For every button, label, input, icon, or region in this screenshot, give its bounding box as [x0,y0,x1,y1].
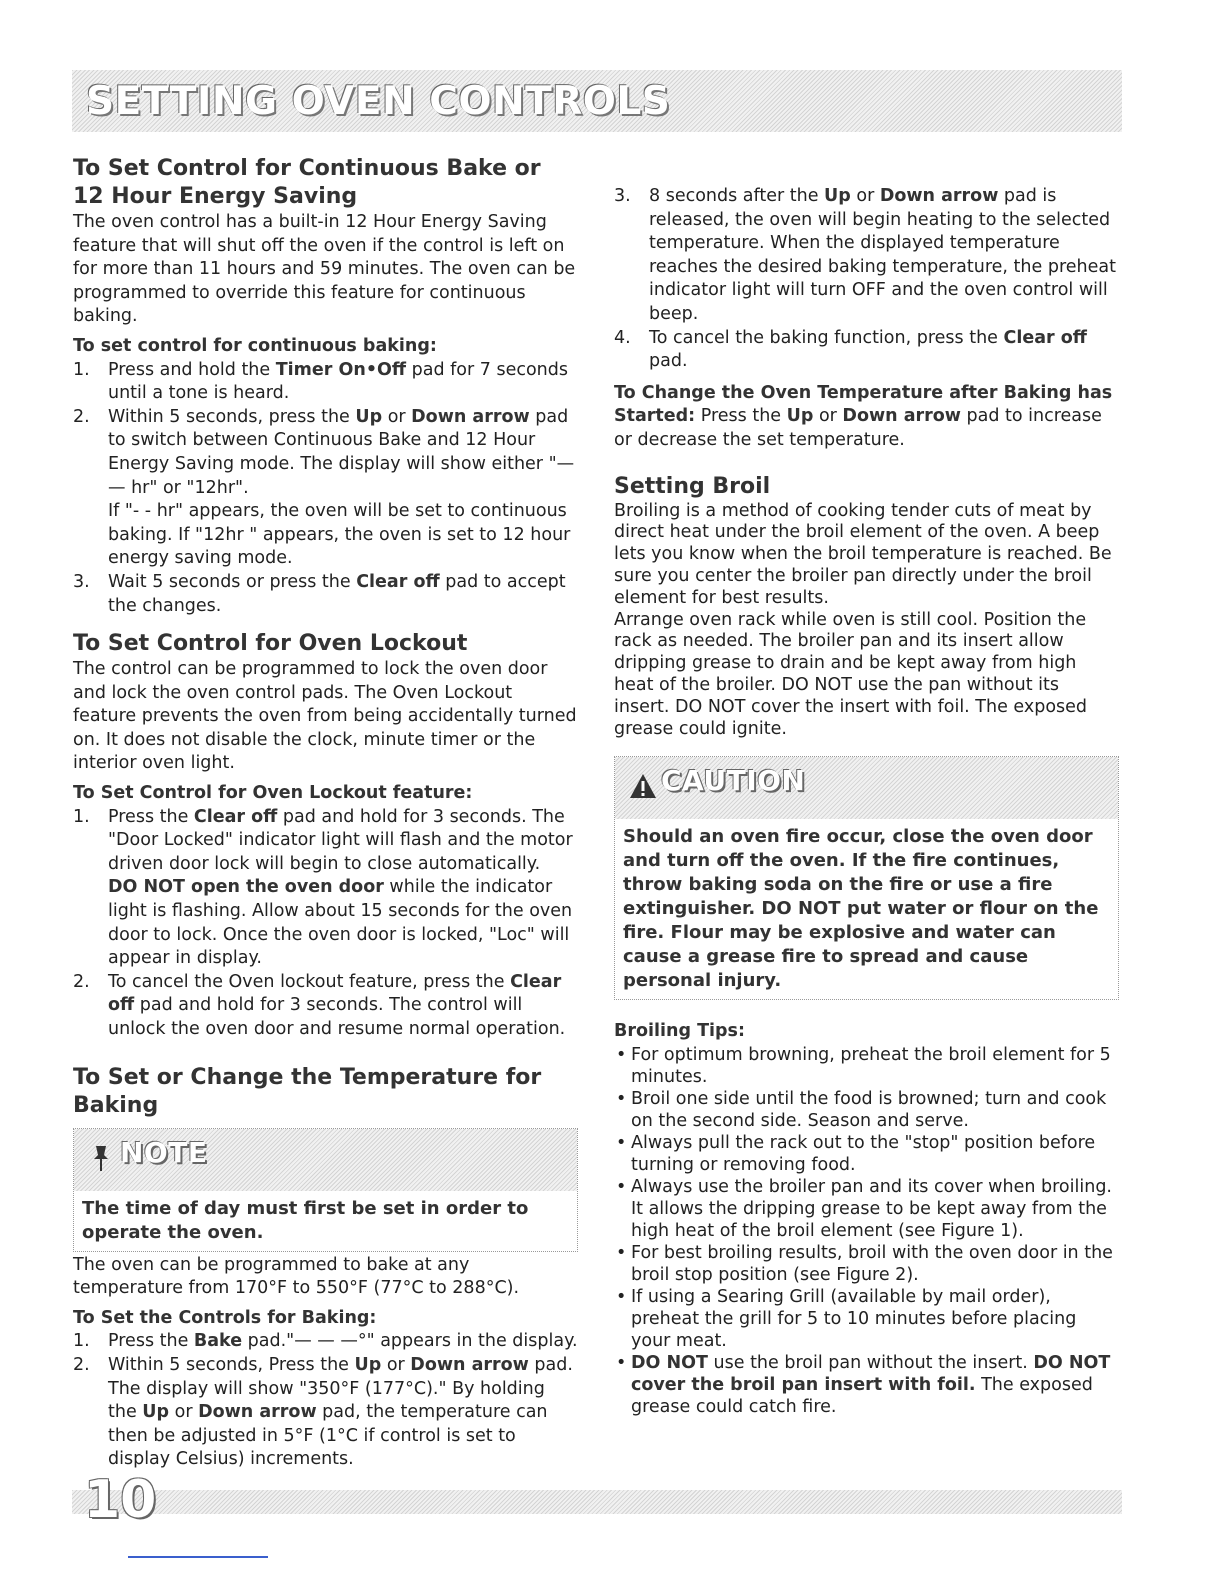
oven-lockout-subheading: To Set Control for Oven Lockout feature: [73,783,473,804]
list-item: • For optimum browning, preheat the broil element for 5 minutes. [616,1044,1111,1087]
broiling-tips-list [614,1044,1119,1418]
warning-icon [629,771,657,801]
section-title-continuous-bake: To Set Control for Continuous Bake or 12 Hour Energy Saving [73,156,541,209]
list-item: • For best broiling results, broil with the oven door in the broil stop position (see Figure 2). [616,1242,1113,1285]
broil-paragraph-1: Broiling is a method of cooking tender cuts of meat by direct heat under the broil element of the oven. A beep lets you know when the broil temperature is reached. Be sure you center the broiler pan directly under the broil element for best results. [614,500,1112,608]
list-item: 2. Within 5 seconds, Press the Up or Down arrow pad. The display will show "350°F (177°C)." By holding the Up or Down arrow pad, the temperature can then be adjusted in 5°F (1°C if control is set to display Celsius) increments. [73,1354,573,1470]
note-label: NOTE [120,1135,208,1169]
list-item: • Always pull the rack out to the "stop" position before turning or removing food. [616,1132,1096,1175]
change-temperature-paragraph: To Change the Oven Temperature after Baking has Started: Press the Up or Down arrow pad to increase or decrease the set temperature. [614,382,1113,450]
list-item: 3. 8 seconds after the Up or Down arrow pad is released, the oven will begin heating to the selected temperature. When the displayed temperature reaches the desired baking temperature, the preheat indicator light will turn OFF and the oven control will beep. [614,186,1116,324]
section-title-oven-lockout: To Set Control for Oven Lockout [73,631,468,657]
right-column [614,185,1119,1418]
list-item: 2. To cancel the Oven lockout feature, press the Clear off pad and hold for 3 seconds. The control will unlock the oven door and resume normal operation. [73,971,566,1039]
page-number: 10 [84,1470,157,1530]
caution-label: CAUTION [661,764,806,798]
continuous-bake-subheading: To set control for continuous baking: [73,335,437,356]
baking-steps [73,1330,578,1472]
note-box [73,1128,578,1252]
caution-header [615,757,1118,819]
caution-box [614,756,1119,1000]
list-item: • If using a Searing Grill (available by mail order), preheat the grill for 5 to 10 minutes before placing your meat. [616,1286,1077,1351]
list-item: • Broil one side until the food is browned; turn and cook on the second side. Season and serve. [616,1088,1107,1131]
header-banner [72,70,1122,132]
baking-intro: The oven can be programmed to bake at any temperature from 170°F to 550°F (77°C to 288°C). [73,1254,520,1299]
oven-lockout-steps [73,806,578,1042]
continuous-bake-intro: The oven control has a built-in 12 Hour Energy Saving feature that will shut off the oven if the control is left on for more than 11 hours and 59 minutes. The oven can be programmed to override this feature for continuous baking. [73,212,576,327]
page-title: SETTING OVEN CONTROLS [86,79,671,124]
list-item: 1. Press and hold the Timer On•Off pad for 7 seconds until a tone is heard. [73,359,568,404]
broil-paragraph-2: Arrange oven rack while oven is still cool. Position the rack as needed. The broiler pan and its insert allow dripping grease to drain and be kept away from high heat of the broiler. DO NOT use the pan without its insert. DO NOT cover the insert with foil. The exposed grease could ignite. [614,609,1088,739]
note-text: The time of day must first be set in order to operate the oven. [82,1197,529,1243]
baking-subheading: To Set the Controls for Baking: [73,1307,377,1328]
list-item: 1. Press the Clear off pad and hold for 3 seconds. The "Door Locked" indicator light will flash and the motor driven door lock will begin to close automatically. DO NOT open the oven door while the indicator light is flashing. Allow about 15 seconds for the oven door to lock. Once the oven door is locked, "Loc" will appear in display. [73,806,573,969]
pushpin-icon [88,1143,116,1173]
section-title-setting-broil: Setting Broil [614,473,771,499]
baking-steps-continued [614,185,1119,374]
footer-bar [72,1490,1122,1514]
list-item: • DO NOT use the broil pan without the insert. DO NOT cover the broil pan insert with foil. The exposed grease could catch fire. [616,1352,1111,1417]
broiling-tips-heading: Broiling Tips: [614,1021,745,1042]
list-item: • Always use the broiler pan and its cover when broiling. It allows the dripping grease to be kept away from the high heat of the broil element (see Figure 1). [616,1176,1112,1241]
caution-text: Should an oven fire occur, close the oven door and turn off the oven. If the fire continues, throw baking soda on the fire or use a fire extinguisher. DO NOT put water or flour on the fire. Flour may be explosive and water can cause a grease fire to spread and cause personal injury. [623,826,1099,992]
divider [128,1556,268,1558]
left-column [73,155,578,1472]
oven-lockout-intro: The control can be programmed to lock the oven door and lock the oven control pads. The Oven Lockout feature prevents the oven from being accidentally turned on. It does not disable the clock, minute timer or the interior oven light. [73,659,577,774]
list-item: 3. Wait 5 seconds or press the Clear off pad to accept the changes. [73,571,566,616]
list-item: 2. Within 5 seconds, press the Up or Down arrow pad to switch between Continuous Bake and 12 Hour Energy Saving mode. The display will show either "— — hr" or "12hr". If "- - hr" appears, the oven will be set to continuous baking. If "12hr " appears, the oven is set to 12 hour energy saving mode. [73,406,575,569]
list-item: 4. To cancel the baking function, press the Clear off pad. [614,327,1087,372]
continuous-bake-steps [73,359,578,619]
list-item: 1. Press the Bake pad."— — —°" appears in the display. [73,1331,578,1352]
section-title-baking-temperature: To Set or Change the Temperature for Baking [73,1064,542,1118]
note-header [74,1129,577,1191]
